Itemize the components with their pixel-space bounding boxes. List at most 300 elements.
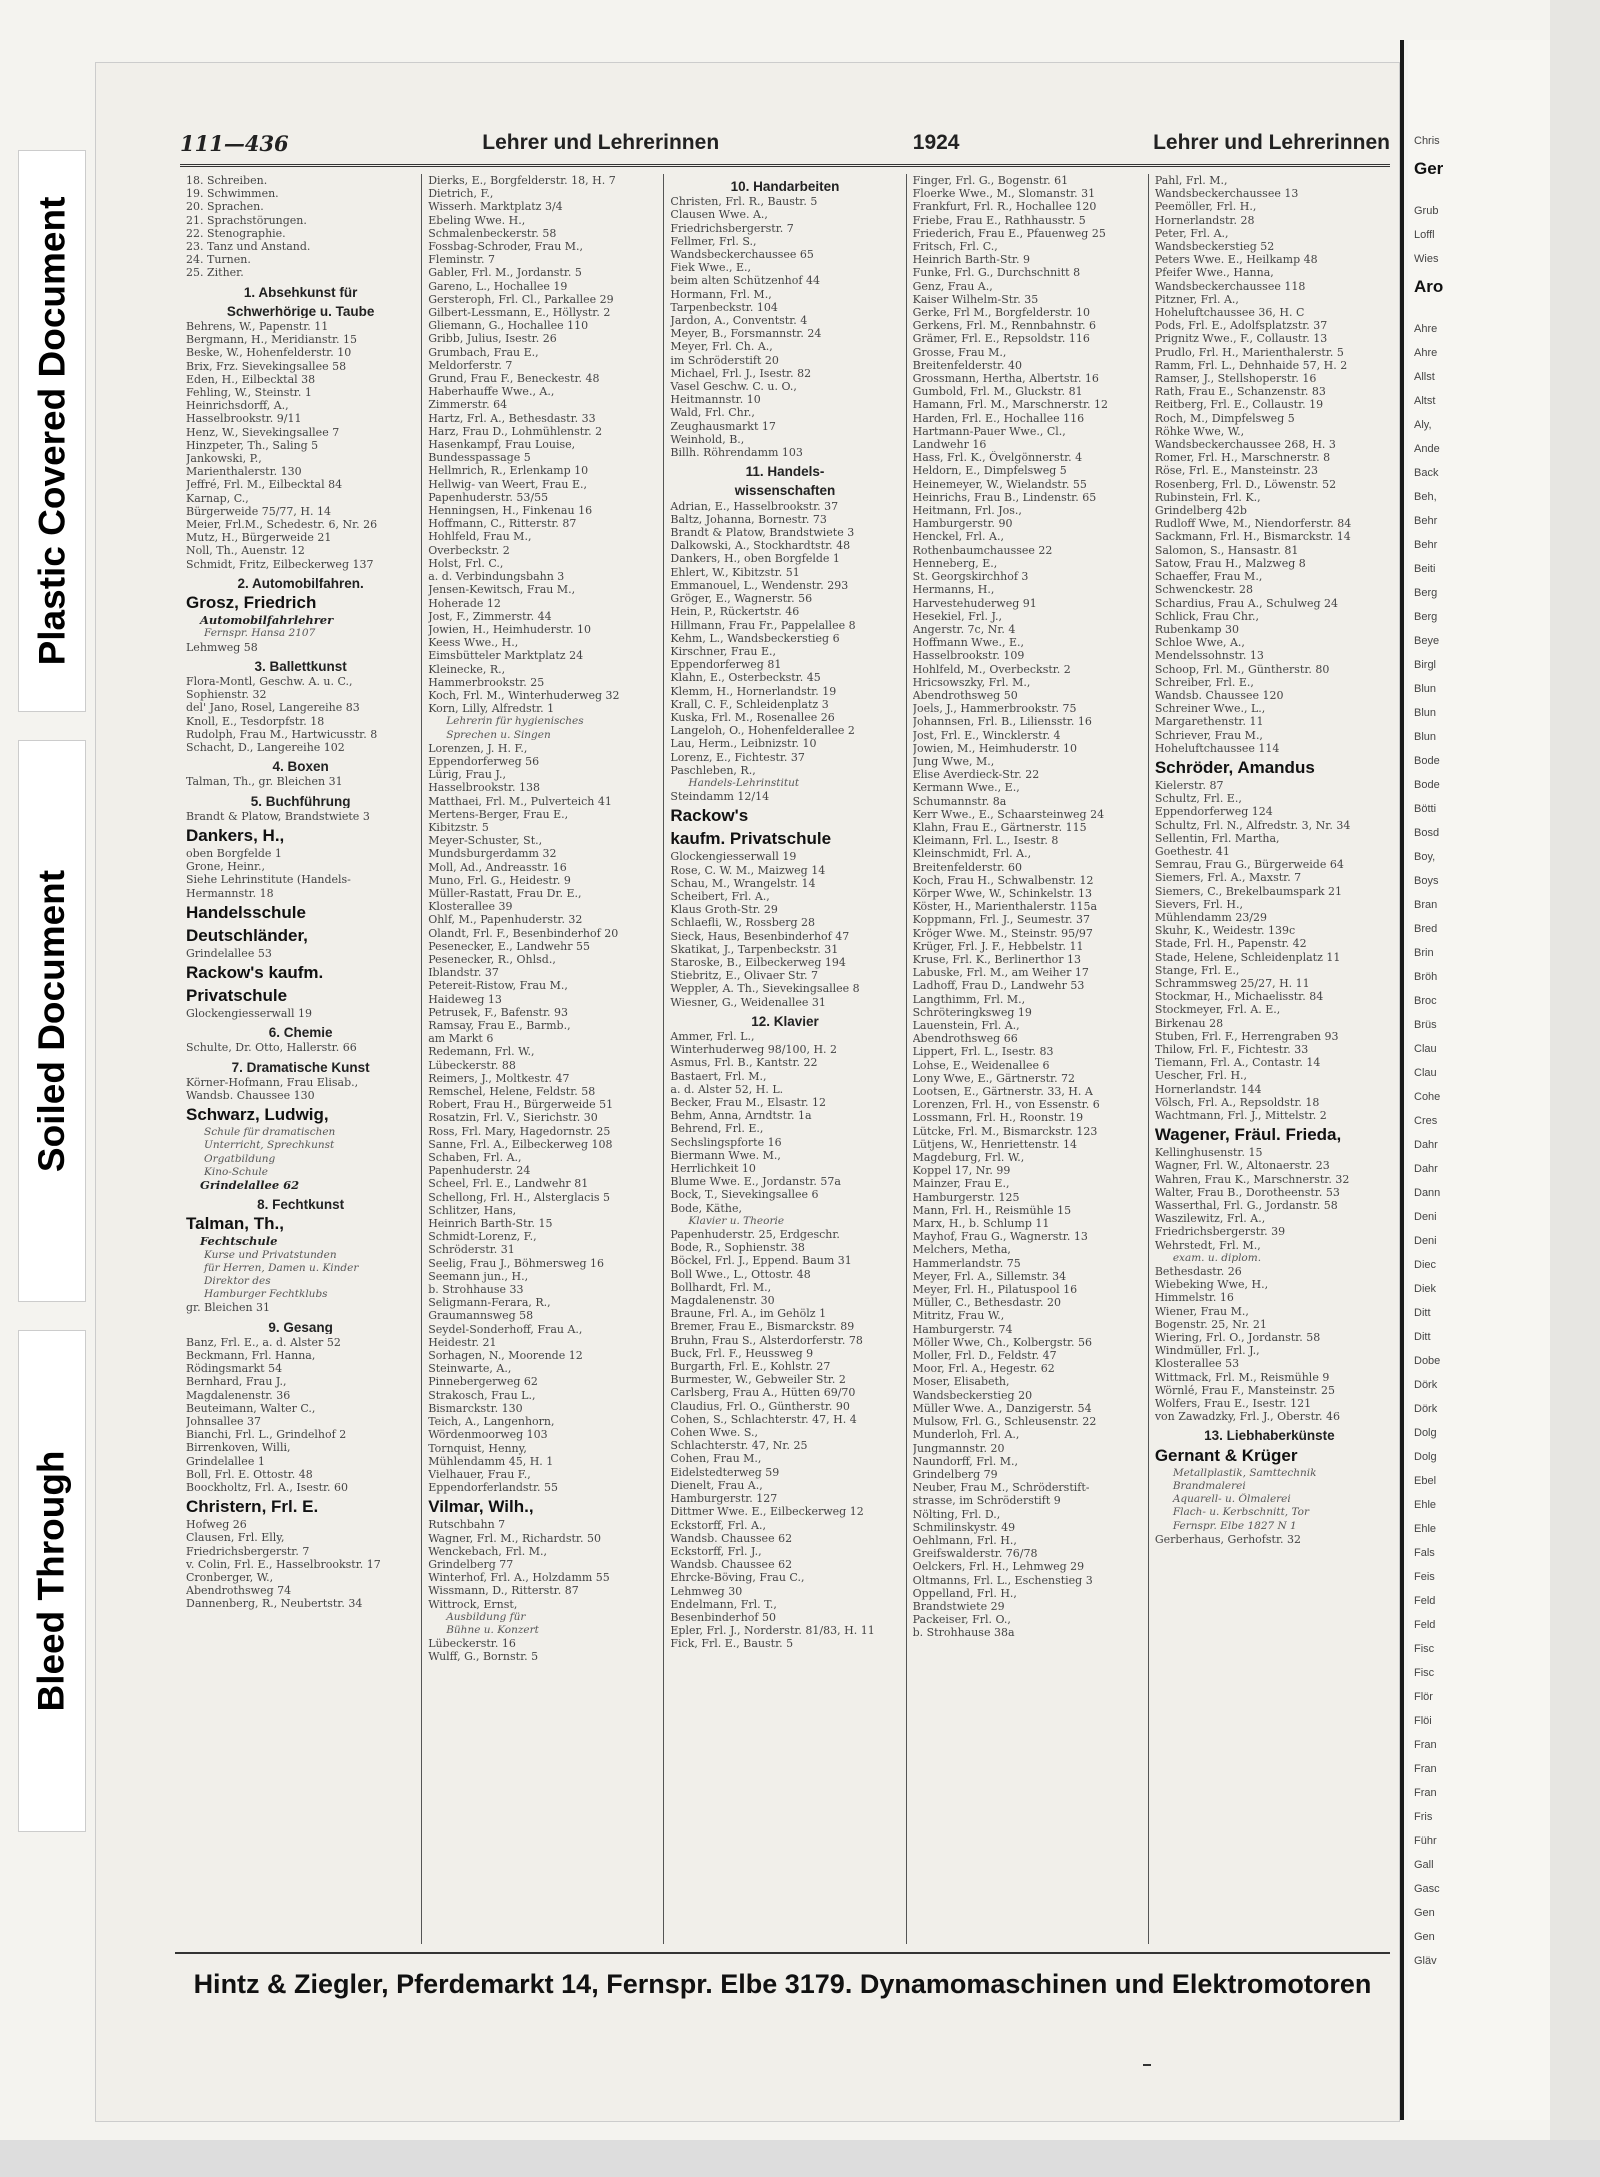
directory-entry: Heldorn, E., Dimpfelsweg 5 [912, 464, 1067, 478]
adjacent-page-fragment [1408, 40, 1550, 2120]
directory-entry: Grindelallee 53 [186, 946, 272, 960]
directory-entry: Brandt & Platow, Brandstwiete 3 [670, 526, 855, 540]
directory-column-1 [180, 174, 422, 1944]
directory-entry: Vasel Geschw. C. u. O., [670, 380, 797, 394]
directory-entry: Henckel, Frl. A., [912, 530, 1004, 544]
directory-entry: Brix, Frz. Sievekingsallee 58 [186, 359, 347, 373]
adjacent-page-entry: Ehle [1414, 1499, 1437, 1511]
directory-entry: Bismarckstr. 130 [428, 1401, 523, 1415]
adjacent-page-entry: Gasc [1414, 1883, 1440, 1895]
directory-entry: Hasselbrookstr. 138 [428, 781, 540, 795]
directory-entry: Schule für dramatischen [204, 1126, 336, 1139]
directory-entry: Haberhauffe Wwe., A., [428, 385, 555, 399]
directory-entry: Schreiner Wwe., L., [1154, 702, 1266, 716]
directory-entry: Besenbinderhof 50 [670, 1610, 776, 1624]
directory-entry: Ohlf, M., Papenhuderstr. 32 [428, 913, 583, 927]
directory-entry: Körper Wwe, W., Schinkelstr. 13 [912, 886, 1092, 900]
directory-entry: Asmus, Frl. B., Kantstr. 22 [670, 1056, 818, 1070]
directory-entry: Kurse und Privatstunden [204, 1248, 337, 1261]
directory-entry: Hillmann, Frau Fr., Pappelallee 8 [670, 618, 856, 632]
directory-entry: Scheel, Frl. E., Landwehr 81 [428, 1177, 589, 1191]
directory-entry: Rödingsmarkt 54 [186, 1362, 283, 1376]
directory-entry: Baltz, Johanna, Bornestr. 73 [670, 512, 827, 526]
directory-entry: Lütjens, W., Henriettenstr. 14 [912, 1137, 1077, 1151]
directory-entry: Ramser, J., Stellshoperstr. 16 [1154, 372, 1317, 386]
directory-entry: Kleimann, Frl. L., Isestr. 8 [912, 834, 1059, 848]
directory-entry: Grindelallee 1 [186, 1454, 265, 1468]
directory-entry: Funke, Frl. G., Durchschnitt 8 [912, 266, 1081, 280]
directory-entry: Kerr Wwe., E., Schaarsteinweg 24 [912, 807, 1105, 821]
directory-entry: Hamburgerstr. 74 [912, 1322, 1013, 1336]
directory-entry: Körner-Hofmann, Frau Elisab., [186, 1075, 359, 1089]
directory-entry: Klosterallee 53 [1154, 1357, 1240, 1371]
directory-entry: Satow, Frau H., Malzweg 8 [1154, 556, 1306, 570]
directory-entry: Oltmanns, Frl. L., Eschenstieg 3 [912, 1573, 1093, 1587]
directory-entry: Kröger Wwe. M., Steinstr. 95/97 [912, 926, 1093, 940]
directory-entry: Keess Wwe., H., [428, 636, 519, 650]
directory-entry: Birkenau 28 [1154, 1016, 1224, 1030]
adjacent-page-entry: Dörk [1414, 1403, 1438, 1415]
directory-column-2 [422, 174, 664, 1944]
directory-entry: Melchers, Metha, [912, 1243, 1011, 1257]
directory-entry: Krall, C. F., Schleidenplatz 3 [670, 697, 829, 711]
directory-entry: Rudloff Wwe, M., Niendorferstr. 84 [1154, 517, 1352, 531]
directory-entry: Direktor des [204, 1275, 271, 1287]
directory-entry: Kibitzstr. 5 [428, 820, 489, 834]
directory-entry: Grindelberg 42b [1154, 504, 1247, 518]
adjacent-page-entry: Ditt [1414, 1331, 1431, 1343]
directory-entry: Klosterallee 39 [428, 900, 513, 914]
directory-entry: Gilbert-Lessmann, E., Höllystr. 2 [428, 306, 611, 320]
directory-entry: Cohen, S., Schlachterstr. 47, H. 4 [670, 1412, 857, 1426]
directory-entry: Thilow, Frl. F., Fichtestr. 33 [1154, 1043, 1309, 1056]
adjacent-page-entry: Diek [1414, 1283, 1437, 1295]
adjacent-page-entry: Fran [1414, 1787, 1437, 1799]
adjacent-page-entry: Bode [1414, 779, 1440, 791]
section-heading: 5. Buchführung [250, 794, 351, 808]
directory-entry: Heidestr. 21 [428, 1335, 497, 1349]
adjacent-page-entry: Ehle [1414, 1523, 1437, 1535]
directory-entry: Mühlendamm 23/29 [1154, 910, 1268, 924]
directory-entry: Lürig, Frau J., [428, 768, 506, 782]
advertiser-name: Deutschländer, [186, 925, 308, 945]
directory-entry: Friedrichsbergerstr. 7 [186, 1544, 310, 1558]
advertiser-name: Handelsschule [186, 902, 306, 922]
directory-entry: Heinrich Barth-Str. 15 [428, 1217, 553, 1231]
directory-entry: Boockholtz, Frl. A., Isestr. 60 [186, 1481, 349, 1495]
directory-entry: Heitmann, Frl. Jos., [912, 504, 1022, 518]
directory-entry: del' Jano, Rosel, Langereihe 83 [186, 701, 360, 715]
directory-entry: Iblandstr. 37 [428, 966, 499, 980]
directory-entry: Wiering, Frl. O., Jordanstr. 58 [1154, 1331, 1321, 1345]
directory-entry: Marx, H., b. Schlump 11 [912, 1217, 1050, 1231]
directory-entry: Clausen Wwe. A., [670, 208, 768, 222]
directory-entry: Reitberg, Frl. E., Collaustr. 19 [1154, 398, 1324, 412]
adjacent-page-entry: Boy, [1414, 851, 1436, 863]
directory-entry: oben Borgfelde 1 [186, 846, 282, 860]
directory-entry: Romer, Frl. H., Marschnerstr. 8 [1154, 451, 1331, 465]
directory-entry: Gareno, L., Hochallee 19 [428, 279, 568, 293]
directory-entry: Lorenz, E., Fichtestr. 37 [670, 750, 805, 764]
directory-entry: Talman, Th., gr. Bleichen 31 [186, 775, 343, 789]
directory-entry: Endelmann, Frl. T., [670, 1597, 777, 1611]
directory-entry: Wandsbeckerchaussee 118 [1154, 279, 1306, 293]
directory-entry: Hohlfeld, M., Overbeckstr. 2 [912, 662, 1071, 676]
directory-entry: 21. Sprachstörungen. [186, 213, 307, 227]
directory-entry: Finger, Frl. G., Bogenstr. 61 [912, 174, 1069, 187]
directory-entry: Bundesspassage 5 [428, 451, 531, 465]
directory-entry: Jankowski, P., [186, 452, 262, 466]
directory-entry: Ammer, Frl. L., [670, 1029, 755, 1043]
advertiser-name: Schwarz, Ludwig, [186, 1105, 329, 1125]
directory-entry: Fehling, W., Steinstr. 1 [186, 386, 312, 400]
directory-entry: Brandstwiete 29 [912, 1599, 1005, 1613]
directory-entry: Dienelt, Frau A., [670, 1478, 763, 1492]
directory-entry: Zimmerstr. 64 [428, 398, 508, 412]
directory-entry: Gabler, Frl. M., Jordanstr. 5 [428, 266, 582, 280]
directory-entry: Rose, C. W. M., Maizweg 14 [670, 863, 826, 877]
directory-entry: Schwenckestr. 28 [1154, 583, 1254, 597]
directory-entry: Boll, Frl. E. Ottostr. 48 [186, 1467, 313, 1481]
directory-entry: Mitritz, Frau W., [912, 1309, 1005, 1323]
advertiser-name: Dankers, H., [186, 825, 285, 845]
directory-entry: St. Georgskirchhof 3 [912, 570, 1029, 584]
directory-entry: Ramsay, Frau E., Barmb., [428, 1019, 571, 1032]
adjacent-page-entry: Flör [1414, 1691, 1433, 1703]
directory-entry: Petrusek, F., Bafenstr. 93 [428, 1005, 569, 1019]
directory-entry: Cohen Wwe. S., [670, 1426, 758, 1440]
directory-entry: Dittmer Wwe. E., Eilbeckerweg 12 [670, 1505, 864, 1519]
directory-entry: Graumannsweg 58 [428, 1309, 534, 1323]
directory-entry: Wandsb. Chaussee 62 [670, 1531, 793, 1545]
directory-entry: Eckstorff, Frl. J., [670, 1544, 762, 1558]
directory-entry: exam. u. diplom. [1172, 1251, 1262, 1264]
directory-entry: Schlick, Frau Chr., [1154, 609, 1260, 623]
directory-entry: Seligmann-Ferara, R., [428, 1296, 551, 1310]
directory-entry: Stange, Frl. E., [1154, 963, 1240, 977]
directory-entry: Hellmrich, R., Erlenkamp 10 [428, 464, 589, 478]
directory-entry: Claudius, Frl. O., Güntherstr. 90 [670, 1399, 850, 1413]
directory-entry: Wenckebach, Frl. M., [428, 1544, 548, 1558]
directory-entry: Herrlichkeit 10 [670, 1162, 756, 1176]
directory-entry: Schellong, Frl. H., Alsterglacis 5 [428, 1190, 610, 1204]
adjacent-page-entry: Berg [1414, 587, 1438, 599]
directory-entry: Hammerlandstr. 75 [912, 1256, 1021, 1270]
directory-entry: 25. Zither. [186, 266, 244, 280]
directory-entry: Lübeckerstr. 88 [428, 1058, 516, 1072]
adjacent-page-entry: Aro [1414, 277, 1444, 296]
directory-entry: Koch, Frl. M., Winterhuderweg 32 [428, 688, 620, 702]
label-plastic-text: Plastic Covered Document [31, 196, 72, 666]
directory-entry: Munderloh, Frl. A., [912, 1428, 1020, 1442]
header-right-title: Lehrer und Lehrerinnen [1153, 131, 1390, 154]
directory-entry: Sorhagen, N., Moorende 12 [428, 1349, 583, 1363]
directory-entry: Pfeifer Wwe., Hanna, [1154, 266, 1274, 280]
adjacent-page-entry: Clau [1414, 1067, 1437, 1079]
directory-entry: Aquarell- u. Ölmalerei [1172, 1493, 1291, 1506]
directory-entry: Epler, Frl. J., Norderstr. 81/83, H. 11 [670, 1624, 875, 1638]
adjacent-page-entry: Back [1414, 467, 1439, 479]
directory-entry: Schmidt, Fritz, Eilbeckerweg 137 [186, 557, 374, 571]
directory-entry: Möller Wwe, Ch., Kolbergstr. 56 [912, 1335, 1093, 1349]
directory-entry: Bürgerweide 75/77, H. 14 [186, 504, 332, 518]
directory-entry: Behm, Anna, Arndtstr. 1a [670, 1109, 812, 1123]
directory-entry: Bremer, Frau E., Bismarckstr. 89 [670, 1320, 855, 1334]
advertiser-name: Grosz, Friedrich [186, 593, 317, 613]
directory-entry: Ebeling Wwe. H., [428, 213, 526, 227]
directory-entry: Kermann Wwe., E., [912, 781, 1020, 795]
directory-entry: Landwehr 16 [912, 438, 987, 452]
directory-entry: Naundorff, Frl. M., [912, 1454, 1018, 1468]
section-heading: 2. Automobilfahren. [237, 576, 364, 591]
directory-entry: Schacht, D., Langereihe 102 [186, 740, 345, 754]
directory-entry: Labuske, Frl. M., am Weiher 17 [912, 966, 1089, 980]
directory-entry: Lippert, Frl. L., Isestr. 83 [912, 1045, 1054, 1059]
adjacent-page-entry: Chris [1414, 135, 1440, 147]
directory-entry: Heitmannstr. 10 [670, 393, 761, 407]
directory-entry: Clausen, Frl. Elly, [186, 1531, 285, 1545]
advertiser-name: Rackow's [670, 806, 749, 826]
directory-entry: Schultz, Frl. N., Alfredstr. 3, Nr. 34 [1154, 818, 1351, 832]
directory-entry: Goethestr. 41 [1154, 844, 1230, 858]
adjacent-page-entry: Grub [1414, 205, 1439, 217]
directory-column-5 [1149, 174, 1390, 1944]
directory-entry: Zeughausmarkt 17 [670, 419, 776, 433]
section-heading: 6. Chemie [268, 1026, 333, 1040]
directory-entry: Müller Wwe. A., Danzigerstr. 54 [912, 1401, 1092, 1415]
page-header [180, 122, 1390, 167]
directory-entry: Walter, Frau B., Dorotheenstr. 53 [1154, 1185, 1340, 1199]
directory-entry: von Zawadzky, Frl. J., Oberstr. 46 [1154, 1410, 1341, 1424]
advertiser-name: Schröder, Amandus [1154, 757, 1315, 777]
directory-entry: Rubinstein, Frl. K., [1154, 490, 1261, 504]
directory-entry: Kaiser Wilhelm-Str. 35 [912, 292, 1039, 306]
directory-entry: Gumbold, Frl. M., Gluckstr. 81 [912, 385, 1083, 399]
directory-entry: Heinemeyer, W., Wielandstr. 55 [912, 477, 1087, 491]
directory-entry: Rosatzin, Frl. V., Sierichstr. 30 [428, 1111, 598, 1125]
adjacent-page-entry: Beye [1414, 635, 1440, 647]
directory-entry: Brandmalerei [1172, 1479, 1246, 1492]
directory-entry: Eppendorferweg 124 [1154, 805, 1273, 819]
directory-entry: Jost, F., Zimmerstr. 44 [428, 609, 552, 623]
advertiser-name: Privatschule [186, 985, 288, 1005]
directory-entry: Glockengiesserwall 19 [670, 850, 797, 864]
directory-entry: Moll, Ad., Andreasstr. 16 [428, 860, 567, 874]
directory-entry: Rosenberg, Frl. D., Löwenstr. 52 [1154, 477, 1337, 491]
directory-entry: Gersteroph, Frl. Cl., Parkallee 29 [428, 292, 614, 306]
directory-entry: gr. Bleichen 31 [186, 1301, 271, 1315]
advertiser-name: Vilmar, Wilh., [428, 1497, 534, 1517]
directory-entry: Johnsallee 37 [186, 1415, 261, 1429]
directory-entry: Johannsen, Frl. B., Liliensstr. 16 [912, 715, 1092, 729]
adjacent-page-entry: Altst [1414, 395, 1436, 407]
directory-entry: Holst, Frl. C., [428, 556, 504, 570]
directory-entry: Hornerlandstr. 144 [1154, 1082, 1262, 1096]
directory-entry: Meier, Frl.M., Schedestr. 6, Nr. 26 [186, 518, 378, 532]
bottom-band [0, 2140, 1600, 2177]
directory-entry: Grone, Heinr., [186, 860, 266, 874]
directory-entry: Dannenberg, R., Neubertstr. 34 [186, 1597, 363, 1611]
directory-entry: Adrian, E., Hasselbrookstr. 37 [670, 499, 839, 513]
right-edge [1550, 0, 1600, 2177]
directory-entry: Waszilewitz, Frl. A., [1154, 1212, 1266, 1226]
directory-entry: Weinhold, B., [670, 432, 745, 446]
section-heading: 8. Fechtkunst [257, 1198, 345, 1212]
footer-text: Hintz & Ziegler, Pferdemarkt 14, Fernspr. Elbe 3179. Dynamomaschinen und Elektromotoren [193, 1968, 1372, 1999]
directory-entry: Henneberg, E., [912, 556, 998, 570]
directory-entry: Eppendorferweg 81 [670, 658, 782, 672]
directory-entry: Jardon, A., Conventstr. 4 [670, 314, 808, 328]
directory-entry: Ramm, Frl. L., Dehnhaide 57, H. 2 [1154, 358, 1348, 372]
directory-entry: Bollhardt, Frl. M., [670, 1280, 772, 1294]
directory-entry: Mundsburgerdamm 32 [428, 847, 557, 861]
directory-entry: Abendrothsweg 66 [912, 1032, 1018, 1046]
directory-entry: Friebe, Frau E., Rathhausstr. 5 [912, 213, 1086, 227]
directory-entry: v. Colin, Frl. E., Hasselbrookstr. 17 [186, 1557, 381, 1571]
directory-entry: Mainzer, Frau E., [912, 1177, 1010, 1191]
label-bleed-through [18, 1330, 86, 1832]
directory-entry: Wissmann, D., Ritterstr. 87 [428, 1584, 579, 1598]
directory-entry: Pitzner, Frl. A., [1154, 292, 1239, 306]
directory-entry: Winterhof, Frl. A., Holzdamm 55 [428, 1571, 610, 1585]
directory-entry: Friederich, Frau E., Pfauenweg 25 [912, 226, 1106, 240]
directory-entry: Billh. Röhrendamm 103 [670, 446, 803, 460]
directory-entry: Fritsch, Frl. C., [912, 240, 998, 254]
directory-entry: Schreiber, Frl. E., [1154, 675, 1254, 689]
directory-entry: Rothenbaumchaussee 22 [912, 543, 1053, 557]
directory-entry: Robert, Frau H., Bürgerweide 51 [428, 1098, 614, 1112]
directory-entry: Schaeffer, Frau M., [1154, 570, 1263, 584]
directory-entry: Salomon, S., Hansastr. 81 [1154, 543, 1299, 557]
directory-entry: Hein, P., Rückertstr. 46 [670, 605, 800, 619]
section-heading: 10. Handarbeiten [730, 180, 840, 194]
adjacent-page-entry: Birgl [1414, 659, 1437, 671]
directory-entry: Sieck, Haus, Besenbinderhof 47 [670, 929, 850, 943]
directory-entry: Peemöller, Frl. H., [1154, 200, 1257, 214]
directory-entry: Tornquist, Henny, [428, 1441, 527, 1455]
directory-entry: Eppendorferlandstr. 55 [428, 1481, 558, 1495]
directory-entry: Semrau, Frau G., Bürgerweide 64 [1154, 858, 1344, 872]
label-bleed-text: Bleed Through [31, 1450, 73, 1712]
directory-entry: Gliemann, G., Hochallee 110 [428, 319, 589, 333]
directory-entry: Meyer, Frl. A., Sillemstr. 34 [912, 1269, 1067, 1283]
directory-entry: Staroske, B., Eilbeckerweg 194 [670, 955, 846, 969]
directory-entry: Hellwig- van Weert, Frau E., [428, 477, 588, 491]
directory-columns [180, 174, 1390, 1944]
directory-entry: Langeloh, O., Hohenfelderallee 2 [670, 724, 855, 738]
section-heading: 11. Handels- [745, 465, 825, 479]
directory-entry: Lorenzen, Frl. H., von Essenstr. 6 [912, 1098, 1100, 1112]
directory-entry: Schlachterstr. 47, Nr. 25 [670, 1439, 808, 1453]
adjacent-page-entry: Bröh [1414, 971, 1438, 983]
directory-entry: Siehe Lehrinstitute (Handels- [186, 873, 351, 887]
directory-entry: Wandsbeckerstieg 20 [912, 1388, 1033, 1402]
directory-entry: Jowien, H., Heimhuderstr. 10 [428, 622, 591, 636]
header-left-title: Lehrer und Lehrerinnen [482, 131, 720, 154]
adjacent-page-entry: Loffl [1414, 229, 1435, 241]
directory-entry: Ehlert, W., Kibitzstr. 51 [670, 565, 800, 579]
directory-entry: Gribb, Julius, Isestr. 26 [428, 332, 557, 346]
directory-entry: Hermanns, H., [912, 583, 995, 597]
directory-entry: im Schröderstift 20 [670, 353, 779, 367]
directory-entry: Cronberger, W., [186, 1571, 274, 1585]
directory-entry: Gerberhaus, Gerhofstr. 32 [1154, 1532, 1301, 1546]
directory-entry: Rath, Frau E., Schanzenstr. 83 [1154, 385, 1326, 399]
directory-entry: Koch, Frau H., Schwalbenstr. 12 [912, 873, 1094, 887]
directory-entry: Knoll, E., Tesdorpfstr. 18 [186, 714, 325, 728]
directory-entry: Hesekiel, Frl. J., [912, 609, 1003, 623]
adjacent-page-entry: Blun [1414, 731, 1437, 743]
adjacent-page-entry: Fran [1414, 1739, 1437, 1751]
directory-entry: Roch, M., Dimpfelsweg 5 [1154, 411, 1295, 425]
directory-entry: Sackmann, Frl. H., Bismarckstr. 14 [1154, 530, 1351, 544]
directory-entry: Pesenecker, R., Ohlsd., [428, 952, 556, 966]
directory-entry: Wittmack, Frl. M., Reismühle 9 [1154, 1370, 1330, 1384]
directory-entry: Steinwarte, A., [428, 1362, 512, 1376]
adjacent-page-entry: Berg [1414, 611, 1438, 623]
directory-entry: Stade, Frl. H., Papenstr. 42 [1154, 937, 1307, 951]
directory-entry: Carlsberg, Frau A., Hütten 69/70 [670, 1386, 856, 1400]
directory-entry: Pahl, Frl. M., [1154, 174, 1228, 187]
directory-entry: Lohse, E., Weidenallee 6 [912, 1058, 1050, 1072]
directory-entry: Weppler, A. Th., Sievekingsallee 8 [670, 982, 860, 996]
directory-entry: Noll, Th., Auenstr. 12 [186, 544, 305, 558]
directory-entry: Kellinghusenstr. 15 [1154, 1146, 1263, 1160]
directory-entry: Müller-Rastatt, Frau Dr. E., [428, 886, 582, 900]
directory-entry: Paschleben, R., [670, 763, 756, 777]
directory-entry: Hasselbrookstr. 109 [912, 649, 1025, 663]
adjacent-page-entry: Aly, [1414, 419, 1432, 431]
document-page [95, 62, 1400, 2122]
directory-entry: Neuber, Frau M., Schröderstift- [912, 1481, 1090, 1495]
directory-entry: Schardius, Frau A., Schulweg 24 [1154, 596, 1338, 610]
directory-entry: Packeiser, Frl. O., [912, 1613, 1011, 1627]
directory-entry: Elise Averdieck-Str. 22 [912, 768, 1040, 782]
adjacent-page-entry: Führ [1414, 1835, 1437, 1847]
directory-entry: Stade, Helene, Schleidenplatz 11 [1154, 950, 1341, 964]
directory-entry: Meldorferstr. 7 [428, 358, 513, 372]
directory-entry: Prudlo, Frl. H., Marienthalerstr. 5 [1154, 345, 1344, 359]
directory-entry: Unterricht, Sprechkunst [204, 1139, 335, 1152]
adjacent-page-entry: Blun [1414, 707, 1437, 719]
directory-entry: Koppel 17, Nr. 99 [912, 1164, 1011, 1178]
advertiser-name: kaufm. Privatschule [670, 829, 832, 849]
advertiser-name: Christern, Frl. E. [186, 1497, 319, 1517]
directory-entry: Margarethenstr. 11 [1154, 715, 1264, 729]
page-number: 111—436 [180, 130, 289, 156]
adjacent-page-entry: Blun [1414, 683, 1437, 695]
adjacent-page-entry: Allst [1414, 371, 1435, 383]
directory-entry: Lauenstein, Frl. A., [912, 1019, 1020, 1032]
directory-entry: Klahn, E., Osterbeckstr. 45 [670, 671, 821, 685]
directory-entry: Burgarth, Frl. E., Kohlstr. 27 [670, 1360, 831, 1374]
directory-entry: Oelckers, Frl. H., Lehmweg 29 [912, 1560, 1085, 1574]
directory-entry: Bock, T., Sievekingsallee 6 [670, 1188, 819, 1202]
section-heading: 4. Boxen [272, 760, 329, 774]
directory-entry: 19. Schwimmen. [186, 187, 279, 201]
directory-entry: Wahren, Frau K., Marschnerstr. 32 [1154, 1172, 1350, 1186]
directory-entry: Ausbildung für [446, 1610, 526, 1623]
directory-entry: Flach- u. Kerbschnitt, Tor [1172, 1506, 1309, 1519]
adjacent-page-entry: Dörk [1414, 1379, 1438, 1391]
directory-entry: Sievers, Frl. H., [1154, 897, 1243, 911]
directory-entry: Peter, Frl. A., [1154, 226, 1229, 240]
directory-entry: Orgatbildung [204, 1152, 276, 1165]
directory-entry: Pods, Frl. E., Adolfsplatzstr. 37 [1154, 319, 1328, 333]
directory-entry: Schultz, Frl. E., [1154, 792, 1242, 806]
directory-entry: Hasenkampf, Frau Louise, [428, 438, 576, 452]
directory-entry: Breitenfelderstr. 40 [912, 358, 1023, 372]
